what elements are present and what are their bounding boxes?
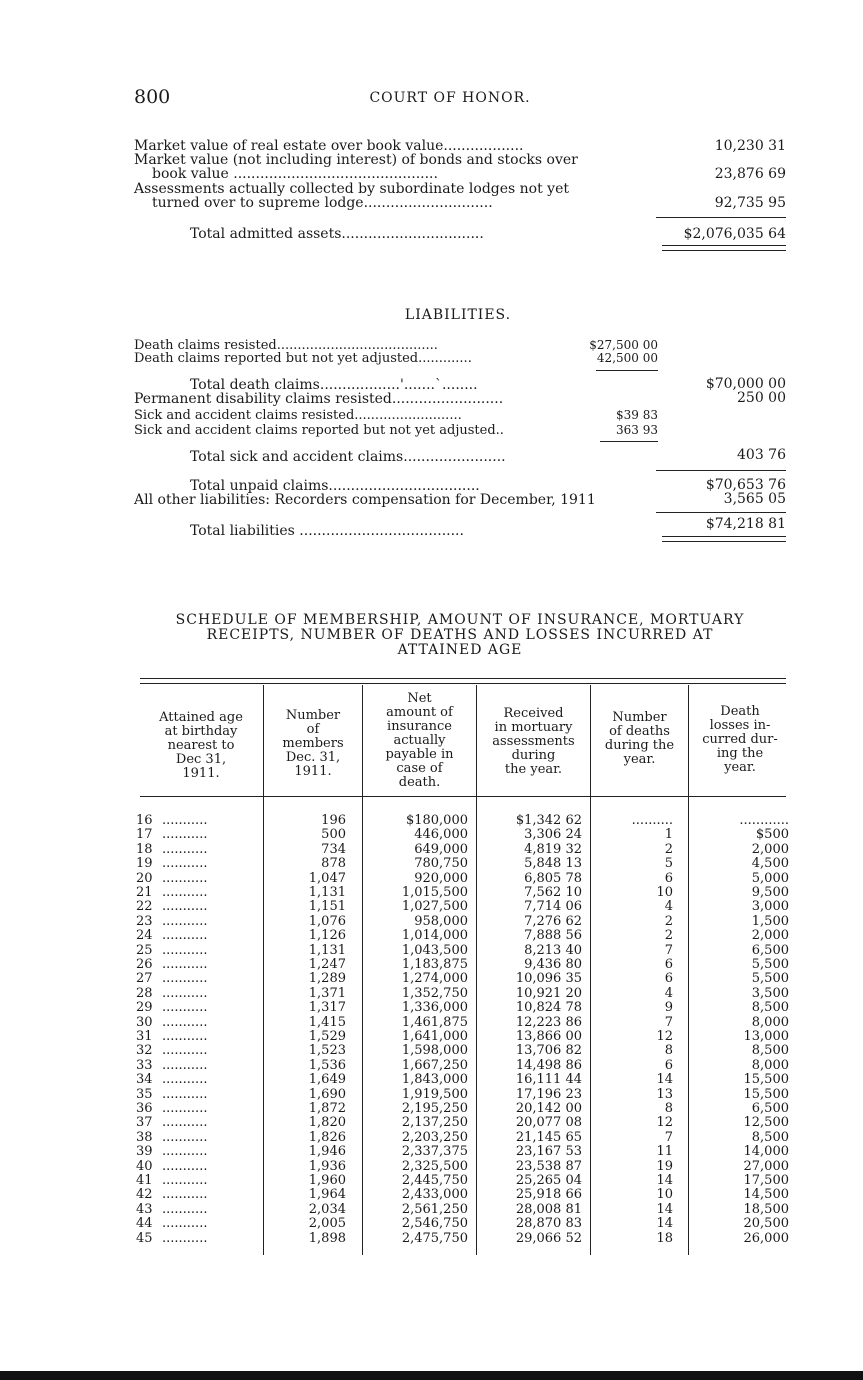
losses-cell: 13,000 bbox=[743, 1029, 789, 1044]
dot-leader: ........... bbox=[162, 1060, 208, 1072]
dot-leader: ........... bbox=[162, 1189, 208, 1201]
dot-leader: ........... bbox=[162, 1132, 208, 1144]
losses-cell: 17,500 bbox=[743, 1173, 789, 1188]
losses-cell: 6,500 bbox=[751, 943, 789, 958]
losses-cell: 14,500 bbox=[743, 1187, 789, 1202]
deaths-cell: 4 bbox=[664, 899, 673, 914]
insurance-cell: 1,027,500 bbox=[401, 899, 468, 914]
liabilities-heading: LIABILITIES. bbox=[404, 307, 512, 323]
insurance-cell: 1,843,000 bbox=[401, 1072, 468, 1087]
received-cell: 20,142 00 bbox=[515, 1101, 582, 1116]
insurance-cell: 920,000 bbox=[414, 871, 468, 886]
dot-leader: ........... bbox=[162, 916, 208, 928]
received-cell: 9,436 80 bbox=[524, 957, 582, 972]
members-cell: 196 bbox=[321, 813, 346, 828]
deaths-cell: 6 bbox=[664, 871, 673, 886]
deaths-cell: 14 bbox=[656, 1202, 673, 1217]
dot-leader: ........... bbox=[162, 1103, 208, 1115]
age-cell: 39 bbox=[136, 1144, 153, 1159]
received-cell: $1,342 62 bbox=[515, 813, 582, 828]
column-header-received: Received in mortuary assessments during the year. bbox=[492, 706, 575, 777]
losses-cell: 14,000 bbox=[743, 1144, 789, 1159]
total-death-claims-label: Total death claims..................'.......`........ bbox=[190, 377, 478, 393]
insurance-cell: 1,919,500 bbox=[401, 1087, 468, 1102]
dot-leader: ........... bbox=[162, 1074, 208, 1086]
column-header-losses: Death losses in- curred dur- ing the year. bbox=[702, 704, 778, 775]
deaths-cell: 14 bbox=[656, 1072, 673, 1087]
members-cell: 1,047 bbox=[308, 871, 346, 886]
members-cell: 1,898 bbox=[308, 1231, 346, 1246]
members-cell: 1,289 bbox=[308, 971, 346, 986]
received-cell: 28,870 83 bbox=[515, 1216, 582, 1231]
insurance-cell: 958,000 bbox=[414, 914, 468, 929]
members-cell: 1,649 bbox=[308, 1072, 346, 1087]
total-assets-amount: $2,076,035 64 bbox=[683, 226, 786, 242]
deaths-cell: 1 bbox=[664, 827, 673, 842]
losses-cell: 1,500 bbox=[751, 914, 789, 929]
dot-leader: ........... bbox=[162, 1161, 208, 1173]
received-cell: 12,223 86 bbox=[515, 1015, 582, 1030]
schedule-title-line-1: SCHEDULE OF MEMBERSHIP, AMOUNT OF INSURANCE, MORTUARY bbox=[175, 612, 745, 628]
liability-line: Sick and accident claims reported but not yet adjusted.. bbox=[134, 423, 504, 438]
insurance-cell: 649,000 bbox=[414, 842, 468, 857]
received-cell: 29,066 52 bbox=[515, 1231, 582, 1246]
age-cell: 32 bbox=[136, 1043, 153, 1058]
received-cell: 7,276 62 bbox=[524, 914, 582, 929]
members-cell: 1,371 bbox=[308, 986, 346, 1001]
losses-cell: 3,000 bbox=[751, 899, 789, 914]
asset-line: Market value of real estate over book value.................. bbox=[134, 138, 524, 154]
column-header-age: Attained age at birthday nearest to Dec 31, 1911. bbox=[159, 710, 243, 781]
losses-cell: 5,500 bbox=[751, 957, 789, 972]
age-cell: 16 bbox=[136, 813, 153, 828]
insurance-cell: 780,750 bbox=[414, 856, 468, 871]
received-cell: 7,888 56 bbox=[524, 928, 582, 943]
dot-leader: ........... bbox=[162, 945, 208, 957]
received-cell: 6,805 78 bbox=[524, 871, 582, 886]
losses-cell: 15,500 bbox=[743, 1087, 789, 1102]
age-cell: 36 bbox=[136, 1101, 153, 1116]
losses-cell: 26,000 bbox=[743, 1231, 789, 1246]
losses-cell: 5,500 bbox=[751, 971, 789, 986]
members-cell: 1,872 bbox=[308, 1101, 346, 1116]
liability-amount: $39 83 bbox=[616, 408, 658, 422]
dot-leader: ........... bbox=[162, 1175, 208, 1187]
total-unpaid-label: Total unpaid claims.................................. bbox=[190, 478, 480, 494]
dot-leader: ........... bbox=[162, 887, 208, 899]
column-divider bbox=[263, 685, 264, 1255]
insurance-cell: 1,043,500 bbox=[401, 943, 468, 958]
dot-leader: ........... bbox=[162, 815, 208, 827]
dot-leader: ........... bbox=[162, 901, 208, 913]
divider bbox=[656, 470, 786, 471]
total-unpaid-amount: $70,653 76 bbox=[705, 477, 786, 493]
dot-leader: ........... bbox=[162, 1204, 208, 1216]
column-divider bbox=[688, 685, 689, 1255]
dot-leader: ........... bbox=[162, 1146, 208, 1158]
schedule-title-line-3: ATTAINED AGE bbox=[397, 642, 523, 658]
received-cell: 10,824 78 bbox=[515, 1000, 582, 1015]
total-liabilities-label: Total liabilities ..................................... bbox=[190, 523, 464, 539]
members-cell: 1,536 bbox=[308, 1058, 346, 1073]
members-cell: 1,529 bbox=[308, 1029, 346, 1044]
age-cell: 26 bbox=[136, 957, 153, 972]
received-cell: 5,848 13 bbox=[524, 856, 582, 871]
insurance-cell: 2,561,250 bbox=[401, 1202, 468, 1217]
age-cell: 31 bbox=[136, 1029, 153, 1044]
column-header-members: Number of members Dec. 31, 1911. bbox=[282, 708, 344, 779]
received-cell: 23,538 87 bbox=[515, 1159, 582, 1174]
losses-cell: 8,500 bbox=[751, 1043, 789, 1058]
deaths-cell: 12 bbox=[656, 1115, 673, 1130]
received-cell: 20,077 08 bbox=[515, 1115, 582, 1130]
deaths-cell: 8 bbox=[664, 1043, 673, 1058]
deaths-cell: 11 bbox=[656, 1144, 673, 1159]
dot-leader: ........... bbox=[162, 930, 208, 942]
received-cell: 21,145 65 bbox=[515, 1130, 582, 1145]
received-cell: 28,008 81 bbox=[515, 1202, 582, 1217]
losses-cell: 8,500 bbox=[751, 1000, 789, 1015]
total-sick-claims-amount: 403 76 bbox=[737, 447, 786, 463]
insurance-cell: $180,000 bbox=[405, 813, 468, 828]
asset-line: Assessments actually collected by subordinate lodges not yet bbox=[134, 181, 569, 197]
deaths-cell: 10 bbox=[656, 885, 673, 900]
deaths-cell: 14 bbox=[656, 1173, 673, 1188]
age-cell: 20 bbox=[136, 871, 153, 886]
received-cell: 17,196 23 bbox=[515, 1087, 582, 1102]
members-cell: 1,523 bbox=[308, 1043, 346, 1058]
running-title: COURT OF HONOR. bbox=[369, 90, 531, 106]
received-cell: 14,498 86 bbox=[515, 1058, 582, 1073]
members-cell: 1,820 bbox=[308, 1115, 346, 1130]
members-cell: 734 bbox=[321, 842, 346, 857]
members-cell: 878 bbox=[321, 856, 346, 871]
dot-leader: ........... bbox=[162, 1089, 208, 1101]
column-header-deaths: Number of deaths during the year. bbox=[604, 710, 675, 767]
age-cell: 35 bbox=[136, 1087, 153, 1102]
asset-amount: 23,876 69 bbox=[714, 166, 786, 182]
received-cell: 4,819 32 bbox=[524, 842, 582, 857]
members-cell: 1,317 bbox=[308, 1000, 346, 1015]
total-death-claims-amount: $70,000 00 bbox=[705, 376, 786, 392]
deaths-cell: 2 bbox=[664, 928, 673, 943]
age-cell: 17 bbox=[136, 827, 153, 842]
deaths-cell: 6 bbox=[664, 957, 673, 972]
losses-cell: 8,000 bbox=[751, 1058, 789, 1073]
deaths-cell: 7 bbox=[664, 943, 673, 958]
column-divider bbox=[362, 685, 363, 1255]
age-cell: 19 bbox=[136, 856, 153, 871]
insurance-cell: 1,598,000 bbox=[401, 1043, 468, 1058]
deaths-cell: 19 bbox=[656, 1159, 673, 1174]
insurance-cell: 2,137,250 bbox=[401, 1115, 468, 1130]
age-cell: 28 bbox=[136, 986, 153, 1001]
age-cell: 30 bbox=[136, 1015, 153, 1030]
age-cell: 18 bbox=[136, 842, 153, 857]
double-rule bbox=[662, 536, 786, 542]
dot-leader: ........... bbox=[162, 1233, 208, 1245]
deaths-cell: 5 bbox=[664, 856, 673, 871]
column-header-insurance: Net amount of insurance actually payable in case of death. bbox=[385, 691, 454, 790]
losses-cell: 8,500 bbox=[751, 1130, 789, 1145]
received-cell: 16,111 44 bbox=[515, 1072, 582, 1087]
age-cell: 45 bbox=[136, 1231, 153, 1246]
insurance-cell: 2,325,500 bbox=[401, 1159, 468, 1174]
deaths-cell: 12 bbox=[656, 1029, 673, 1044]
table-head-rule bbox=[140, 796, 786, 797]
received-cell: 7,714 06 bbox=[524, 899, 582, 914]
losses-cell: 27,000 bbox=[743, 1159, 789, 1174]
liability-line: Death claims reported but not yet adjusted............. bbox=[134, 351, 472, 366]
members-cell: 1,151 bbox=[308, 899, 346, 914]
members-cell: 1,946 bbox=[308, 1144, 346, 1159]
received-cell: 25,918 66 bbox=[515, 1187, 582, 1202]
asset-line: book value .............................................. bbox=[152, 166, 438, 182]
insurance-cell: 2,475,750 bbox=[401, 1231, 468, 1246]
insurance-cell: 1,274,000 bbox=[401, 971, 468, 986]
received-cell: 25,265 04 bbox=[515, 1173, 582, 1188]
deaths-cell: 18 bbox=[656, 1231, 673, 1246]
insurance-cell: 1,641,000 bbox=[401, 1029, 468, 1044]
dot-leader: ........... bbox=[162, 1117, 208, 1129]
deaths-cell: 6 bbox=[664, 971, 673, 986]
deaths-cell: 7 bbox=[664, 1015, 673, 1030]
divider bbox=[596, 370, 658, 371]
received-cell: 8,213 40 bbox=[524, 943, 582, 958]
age-cell: 21 bbox=[136, 885, 153, 900]
age-cell: 27 bbox=[136, 971, 153, 986]
received-cell: 13,706 82 bbox=[515, 1043, 582, 1058]
dot-leader: ........... bbox=[162, 873, 208, 885]
deaths-cell: 4 bbox=[664, 986, 673, 1001]
losses-cell: 2,000 bbox=[751, 842, 789, 857]
age-cell: 41 bbox=[136, 1173, 153, 1188]
losses-cell: 4,500 bbox=[751, 856, 789, 871]
insurance-cell: 1,461,875 bbox=[401, 1015, 468, 1030]
dot-leader: ........... bbox=[162, 1045, 208, 1057]
age-cell: 43 bbox=[136, 1202, 153, 1217]
losses-cell: 9,500 bbox=[751, 885, 789, 900]
received-cell: 10,921 20 bbox=[515, 986, 582, 1001]
column-divider bbox=[590, 685, 591, 1255]
losses-cell: 15,500 bbox=[743, 1072, 789, 1087]
members-cell: 1,247 bbox=[308, 957, 346, 972]
members-cell: 1,415 bbox=[308, 1015, 346, 1030]
losses-cell: 6,500 bbox=[751, 1101, 789, 1116]
deaths-cell: .......... bbox=[631, 813, 673, 828]
scan-edge bbox=[0, 1371, 863, 1380]
received-cell: 13,866 00 bbox=[515, 1029, 582, 1044]
age-cell: 37 bbox=[136, 1115, 153, 1130]
asset-amount: 10,230 31 bbox=[714, 138, 786, 154]
double-rule bbox=[662, 245, 786, 251]
members-cell: 500 bbox=[321, 827, 346, 842]
members-cell: 1,076 bbox=[308, 914, 346, 929]
insurance-cell: 1,014,000 bbox=[401, 928, 468, 943]
deaths-cell: 13 bbox=[656, 1087, 673, 1102]
losses-cell: 8,000 bbox=[751, 1015, 789, 1030]
deaths-cell: 10 bbox=[656, 1187, 673, 1202]
dot-leader: ........... bbox=[162, 1017, 208, 1029]
dot-leader: ........... bbox=[162, 858, 208, 870]
losses-cell: 2,000 bbox=[751, 928, 789, 943]
asset-line: Market value (not including interest) of bonds and stocks over bbox=[134, 152, 578, 168]
members-cell: 1,936 bbox=[308, 1159, 346, 1174]
dot-leader: ........... bbox=[162, 1002, 208, 1014]
age-cell: 24 bbox=[136, 928, 153, 943]
members-cell: 1,131 bbox=[308, 885, 346, 900]
members-cell: 1,964 bbox=[308, 1187, 346, 1202]
asset-amount: 92,735 95 bbox=[714, 195, 786, 211]
table-top-rule bbox=[140, 678, 786, 679]
members-cell: 2,005 bbox=[308, 1216, 346, 1231]
dot-leader: ........... bbox=[162, 959, 208, 971]
losses-cell: 18,500 bbox=[743, 1202, 789, 1217]
losses-cell: 5,000 bbox=[751, 871, 789, 886]
liability-amount: 363 93 bbox=[616, 423, 658, 437]
insurance-cell: 2,445,750 bbox=[401, 1173, 468, 1188]
deaths-cell: 7 bbox=[664, 1130, 673, 1145]
received-cell: 10,096 35 bbox=[515, 971, 582, 986]
dot-leader: ........... bbox=[162, 988, 208, 1000]
age-cell: 25 bbox=[136, 943, 153, 958]
insurance-cell: 2,337,375 bbox=[401, 1144, 468, 1159]
insurance-cell: 2,433,000 bbox=[401, 1187, 468, 1202]
members-cell: 1,131 bbox=[308, 943, 346, 958]
asset-line: turned over to supreme lodge............................. bbox=[152, 195, 493, 211]
liability-amount: $27,500 00 bbox=[589, 338, 658, 352]
losses-cell: 20,500 bbox=[743, 1216, 789, 1231]
insurance-cell: 2,195,250 bbox=[401, 1101, 468, 1116]
age-cell: 44 bbox=[136, 1216, 153, 1231]
insurance-cell: 2,546,750 bbox=[401, 1216, 468, 1231]
deaths-cell: 9 bbox=[664, 1000, 673, 1015]
insurance-cell: 1,336,000 bbox=[401, 1000, 468, 1015]
deaths-cell: 2 bbox=[664, 842, 673, 857]
members-cell: 2,034 bbox=[308, 1202, 346, 1217]
divider bbox=[656, 217, 786, 218]
total-sick-claims-label: Total sick and accident claims....................... bbox=[190, 449, 506, 465]
total-liabilities-amount: $74,218 81 bbox=[705, 516, 786, 532]
received-cell: 7,562 10 bbox=[524, 885, 582, 900]
divider bbox=[600, 441, 658, 442]
losses-cell: 12,500 bbox=[743, 1115, 789, 1130]
liability-line: Sick and accident claims resisted.......................... bbox=[134, 408, 462, 423]
total-assets-label: Total admitted assets................................ bbox=[190, 226, 484, 242]
liability-line: Permanent disability claims resisted......................... bbox=[134, 391, 504, 407]
dot-leader: ........... bbox=[162, 1031, 208, 1043]
age-cell: 38 bbox=[136, 1130, 153, 1145]
members-cell: 1,826 bbox=[308, 1130, 346, 1145]
losses-cell: ............ bbox=[739, 813, 789, 828]
insurance-cell: 1,015,500 bbox=[401, 885, 468, 900]
deaths-cell: 14 bbox=[656, 1216, 673, 1231]
deaths-cell: 8 bbox=[664, 1101, 673, 1116]
liability-amount: 250 00 bbox=[737, 390, 786, 406]
members-cell: 1,690 bbox=[308, 1087, 346, 1102]
deaths-cell: 2 bbox=[664, 914, 673, 929]
received-cell: 3,306 24 bbox=[524, 827, 582, 842]
other-liabilities-label: All other liabilities: Recorders compensation for December, 1911 bbox=[134, 492, 596, 508]
members-cell: 1,960 bbox=[308, 1173, 346, 1188]
losses-cell: $500 bbox=[755, 827, 789, 842]
dot-leader: ........... bbox=[162, 829, 208, 841]
age-cell: 34 bbox=[136, 1072, 153, 1087]
other-liabilities-amount: 3,565 05 bbox=[723, 491, 786, 507]
age-cell: 29 bbox=[136, 1000, 153, 1015]
losses-cell: 3,500 bbox=[751, 986, 789, 1001]
age-cell: 40 bbox=[136, 1159, 153, 1174]
liability-line: Death claims resisted....................................... bbox=[134, 338, 438, 353]
table-top-rule bbox=[140, 683, 786, 684]
insurance-cell: 446,000 bbox=[414, 827, 468, 842]
column-divider bbox=[476, 685, 477, 1255]
page-number: 800 bbox=[134, 86, 171, 108]
age-cell: 42 bbox=[136, 1187, 153, 1202]
dot-leader: ........... bbox=[162, 973, 208, 985]
schedule-title-line-2: RECEIPTS, NUMBER OF DEATHS AND LOSSES INCURRED AT bbox=[206, 627, 714, 643]
members-cell: 1,126 bbox=[308, 928, 346, 943]
insurance-cell: 1,352,750 bbox=[401, 986, 468, 1001]
insurance-cell: 1,183,875 bbox=[401, 957, 468, 972]
age-cell: 33 bbox=[136, 1058, 153, 1073]
dot-leader: ........... bbox=[162, 1218, 208, 1230]
insurance-cell: 1,667,250 bbox=[401, 1058, 468, 1073]
deaths-cell: 6 bbox=[664, 1058, 673, 1073]
insurance-cell: 2,203,250 bbox=[401, 1130, 468, 1145]
divider bbox=[656, 512, 786, 513]
age-cell: 22 bbox=[136, 899, 153, 914]
age-cell: 23 bbox=[136, 914, 153, 929]
liability-amount: 42,500 00 bbox=[596, 351, 658, 365]
dot-leader: ........... bbox=[162, 844, 208, 856]
received-cell: 23,167 53 bbox=[515, 1144, 582, 1159]
